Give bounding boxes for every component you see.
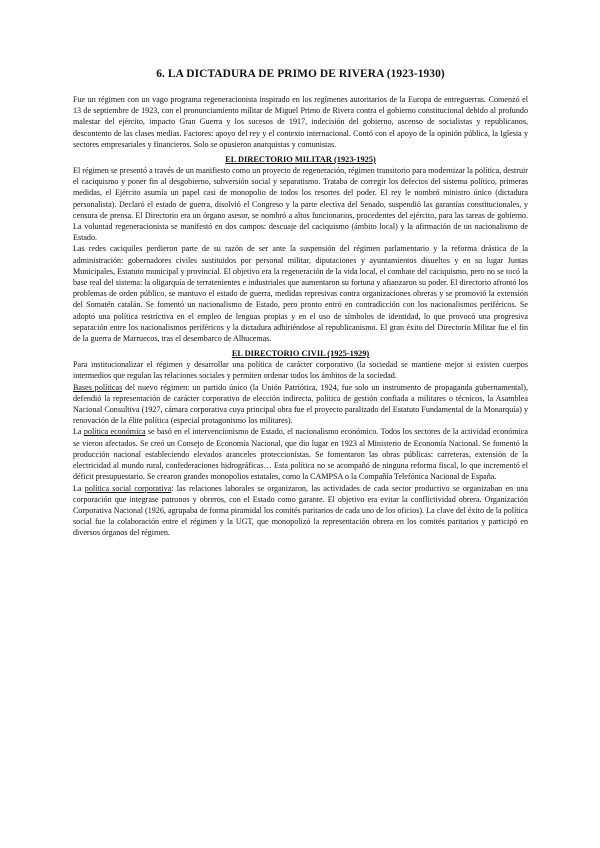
- politica-economica-prefix: La: [73, 427, 84, 437]
- politica-social-paragraph: [73, 483, 528, 539]
- politica-economica-text: se basó en el intervencionismo de Estado, el nacionalismo económico. Todos los sectores de la actividad económica se vieron afectados. Se creó un Consejo de Economía Nacional, que dio lugar en 1923 al Ministerio de Economía Nacional. Se fomentó la producción nacional estableciendo elevados aranceles proteccionistas. Se fomentaron las obras públicas: carreteras, extensión de la electricidad al mundo rural, confederaciones hidrográficas… Esta política no se acompañó de ninguna reforma fiscal, lo que incrementó el déficit presupuestario. Se crearon grandes monopolios estatales, como la CAMPSA o la Compañía Telefónica Nacional de España.: [73, 427, 528, 482]
- politica-social-text: : las relaciones laborales se organizaron, las actividades de cada sector productivo se organizaban en una corporación que integrase patronos y obreros, con el Estado como garante. El objetivo era evitar la conflictividad obrera. Organización Corporativa Nacional (1926, agrupaba de forma piramidal los comités paritarios de cada uno de los oficios). La clave del éxito de la política social fue la colaboración entre el régimen y la UGT, que monopolizó la representación obrera en los comités paritarios y participó en diversos órganos del régimen.: [73, 483, 529, 538]
- directorio-civil-paragraph-1: Para institucionalizar el régimen y desarrollar una política de carácter corporativo (la sociedad se mantiene mejor si existen cuerpos intermedios que regulan las relaciones sociales y permiten ordenar todos los ámbitos de la sociedad.: [73, 360, 528, 381]
- intro-paragraph: Fue un régimen con un vago programa regeneracionista inspirado en los regímenes autoritarios de la Europa de entreguerras. Comenzó el 13 de septiembre de 1923, con el pronunciamiento militar de Miguel Primo de Rivera contra el gobierno constitucional debido al profundo malestar del ejército, impacto Gran Guerra y los sucesos de 1917, indecisión del gobierno, ascenso de socialistas y republicanos, descontento de las clases medias. Factores: apoyo del rey y el contexto internacional. Contó con el apoyo de la opinión pública, la Iglesia y sectores empresariales y financieros. Solo se opusieron anarquistas y comunistas.: [73, 95, 528, 149]
- politica-economica-label: política económica: [83, 427, 146, 437]
- bases-politicas-text: del nuevo régimen: un partido único (la Unión Patriótica, 1924, fue solo un instrumento de propaganda gubernamental), defendió la representación de carácter corporativo de elección indirecta, política de gestión confiada a militares o técnicos, la Asamblea Nacional Consultiva (1927, cámara corporativa cuya principal obra fue el proyecto paralizado del Estatuto Fundamental de la Monarquía) y renovación de la élite política (especial protagonismo los militares).: [73, 382, 528, 426]
- document-title: 6. LA DICTADURA DE PRIMO DE RIVERA (1923-1930): [156, 68, 445, 80]
- directorio-militar-paragraph-2: Las redes caciquiles perdieron parte de su razón de ser ante la suspensión del régimen parlamentario y la reforma drástica de la administración: gobernadores civiles sustituidos por personal militar, diputaciones y ayuntamientos disueltos y en su lugar Juntas Municipales, Estatuto municipal y provincial. El objetivo era la regeneración de la vida local, el combate del caciquismo, pero no se tocó la base real del sistema: la oligarquía de terratenientes e industriales que aumentaron su fortuna y afianzaron su poder. El directorio afrontó los problemas de orden público, se mantuvo el estado de guerra, medidas represivas contra organizaciones obreras y se promovió la extensión del Somatén catalán. Se fomentó un nacionalismo de Estado, pero pronto entró en contradicción con los nacionalismos periféricos. Se adoptó una política restrictiva en el empleo de lenguas propias y en el uso de símbolos de identidad, lo que provocó una progresiva separación entre los nacionalismos periféricos y la dictadura adhiriéndose al republicanismo. El gran éxito del Directorio Militar fue el fin de la guerra de Marruecos, tras el desembarco de Alhucemas.: [73, 244, 528, 344]
- directorio-militar-paragraph-1: El régimen se presentó a través de un manifiesto como un proyecto de regeneración, régimen transitorio para modernizar la política, destruir el caciquismo y poner fin al desgobierno, subversión social y separatismo. Trataba de corregir los defectos del sistema político, primeras medidas, el Ejército asumía un papel casi de monopolio de todos los resortes del poder. El rey le nombró ministro único (dictadura personalista). Declaró el estado de guerra, disolvió el Congreso y la parte electiva del Senado, suspendió las garantías constitucionales, y censura de prensa. El Directorio era un órgano asesor, se nombró a altos funcionarios, procedentes del ejército, para las tareas de gobierno. La voluntad regeneracionista se manifestó en dos campos: descuaje del caciquismo (ámbito local) y la afirmación de un nacionalismo de Estado.: [73, 166, 528, 243]
- politica-social-label: política social corporativa: [84, 483, 172, 493]
- politica-social-prefix: La: [73, 483, 85, 493]
- bases-politicas-paragraph: [73, 382, 528, 427]
- section-heading-directorio-civil: EL DIRECTORIO CIVIL (1925-1929): [231, 349, 370, 359]
- bases-politicas-label: Bases políticas: [73, 382, 123, 392]
- politica-economica-paragraph: [73, 426, 528, 482]
- section-heading-directorio-militar: EL DIRECTORIO MILITAR (1923-1925): [225, 155, 376, 165]
